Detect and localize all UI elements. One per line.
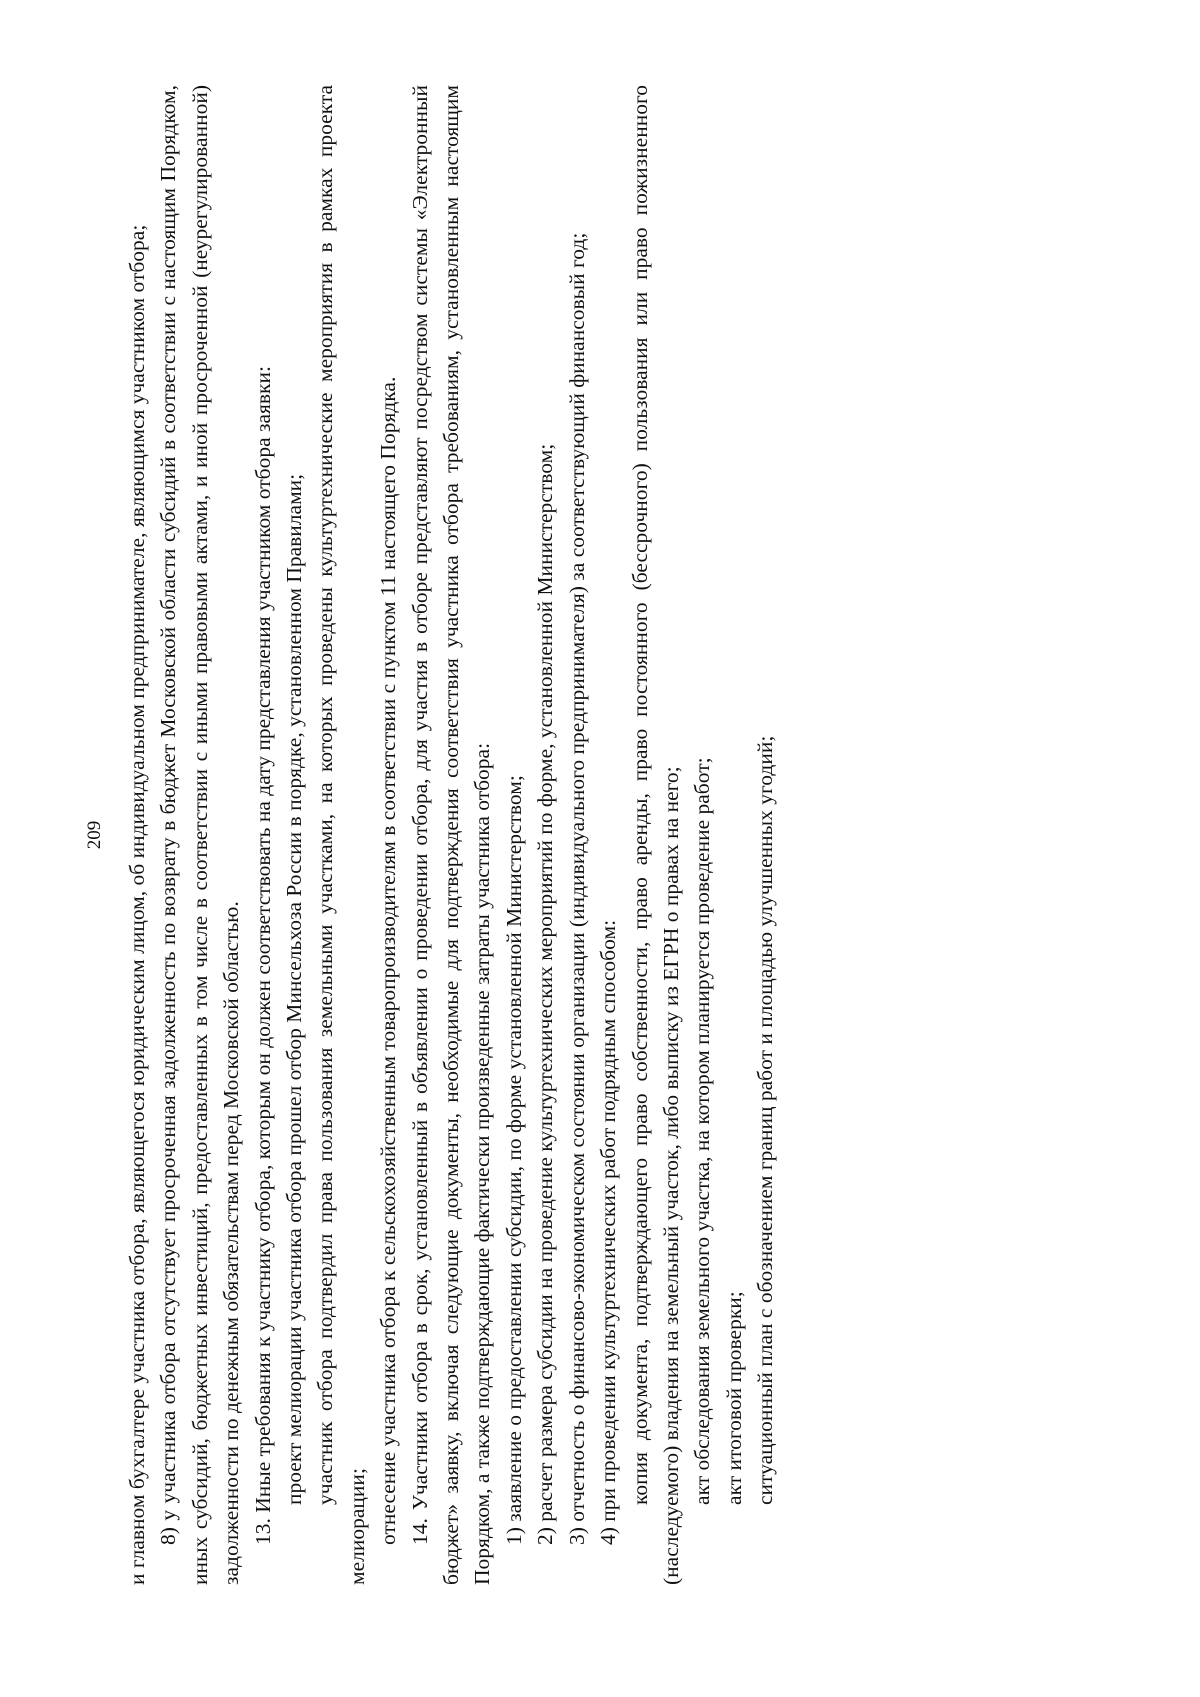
paragraph: 1) заявление о предоставлении субсидии, по форме установленной Министерством;	[501, 775, 526, 1545]
paragraph: 4) при проведении культуртехнических работ подрядным способом:	[596, 919, 621, 1545]
paragraph: 14. Участники отбора в срок, установленный в объявлении о проведении отбора, для участия в отборе представляют посредством системы «Электронный бюджет» заявку, включая следующие документы, необходимые для подтверждения соответствия участника отбора требованиям, установленным настоящим Порядком, а также подтверждающие фактически произведенные затраты участника отбора:	[407, 85, 495, 1585]
paragraph: 8) у участника отбора отсутствует просроченная задолженность по возврату в бюджет Московской области субсидий в соответствии с настоящим Порядком, иных субсидий, бюджетных инвестиций, предоставленных в том числе в соответствии с иными правовыми актами, и иной просроченной (неурегулированной) задолженности по денежным обязательствам перед Московской областью.	[156, 85, 244, 1585]
paragraph: отнесение участника отбора к сельскохозяйственным товаропроизводителям в соответствии с пунктом 11 настоящего Порядка.	[376, 376, 401, 1545]
paragraph: и главном бухгалтере участника отбора, являющегося юридическим лицом, об индивидуальном предпринимателе, являющимся участником отбора;	[125, 224, 149, 1585]
paragraph: акт обследования земельного участка, на котором планируется проведение работ;	[690, 757, 715, 1505]
paragraph: проект мелиорации участника отбора прошел отбор Минсельхоза России в порядке, установленном Правилами;	[282, 473, 307, 1505]
paragraph: участник отбора подтвердил права пользования земельными участками, на которых проведены культуртехнические мероприятия в рамках проекта мелиорации;	[313, 85, 369, 1585]
paragraph: 13. Иные требования к участнику отбора, которым он должен соответствовать на дату представления участником отбора заявки:	[250, 366, 275, 1545]
paragraph: акт итоговой проверки;	[721, 1291, 746, 1505]
paragraph: копия документа, подтверждающего право собственности, право аренды, право постоянного (бессрочного) пользования или право пожизненного (наследуемого) владения на земельный участок, либо выписку из ЕГРН о правах на него;	[627, 85, 683, 1585]
document-body	[122, 85, 782, 1585]
document-page	[80, 85, 980, 1585]
page-number: 209	[84, 820, 105, 850]
paragraph: 2) расчет размера субсидии на проведение культуртехнических мероприятий по форме, установленной Министерством;	[533, 443, 558, 1545]
paragraph: ситуационный план с обозначением границ работ и площадью улучшенных угодий;	[753, 735, 778, 1505]
paragraph: 3) отчетность о финансово-экономическом состоянии организации (индивидуального предпринимателя) за соответствующий финансовый год;	[564, 232, 589, 1545]
